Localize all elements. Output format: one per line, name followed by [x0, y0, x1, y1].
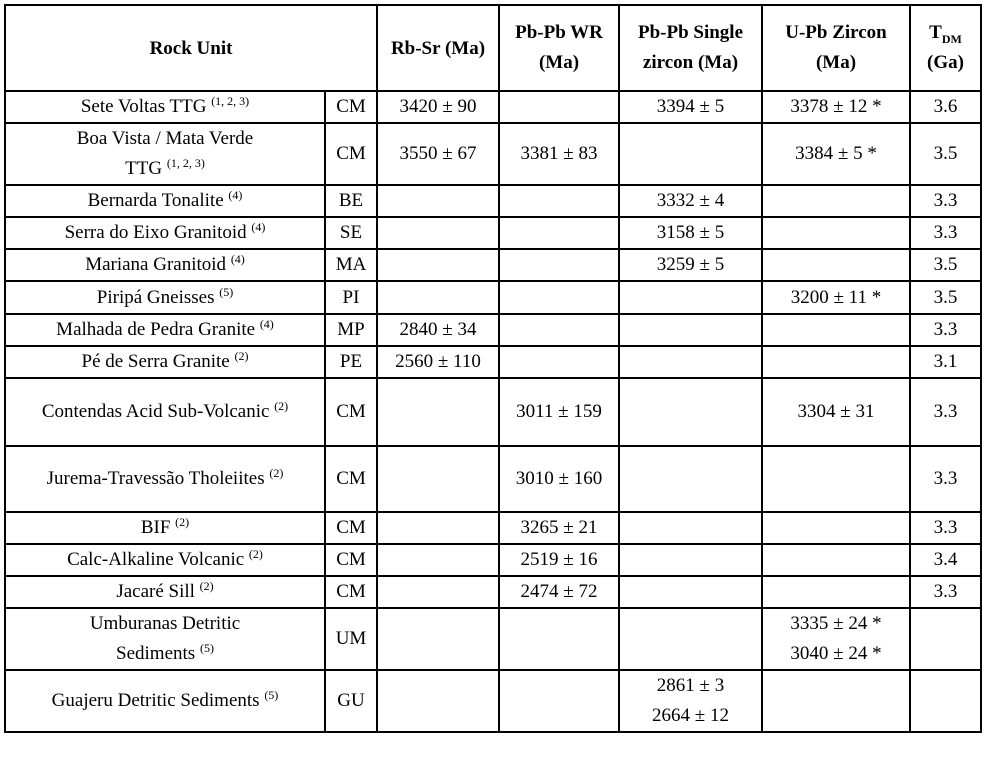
pbpb-single-cell-value1: 3259 ± 5 [656, 254, 725, 275]
upb-zircon-cell [762, 446, 910, 512]
tdm-cell: 3.4 [910, 544, 981, 576]
table-row [5, 314, 981, 346]
reference-superscript: (2) [199, 579, 214, 593]
pbpb-single-cell [619, 185, 762, 217]
tdm-cell: 3.3 [910, 185, 981, 217]
reference-superscript: (4) [251, 220, 266, 234]
code-cell: CM [325, 576, 377, 608]
pbpb-wr-cell [499, 249, 619, 281]
pbpb-wr-cell [499, 608, 619, 670]
rock-unit-cell [5, 446, 325, 512]
pbpb-single-cell [619, 512, 762, 544]
code-cell: BE [325, 185, 377, 217]
header-tdm-line1 [915, 18, 976, 48]
upb-zircon-cell [762, 512, 910, 544]
upb-zircon-cell [762, 378, 910, 446]
upb-zircon-cell-value1: 3304 ± 31 [797, 401, 875, 422]
upb-zircon-cell-value2: 3040 ± 24 * [790, 643, 882, 664]
rock-unit-name-line1: Piripá Gneisses [96, 286, 215, 308]
code-cell: CM [325, 512, 377, 544]
rbsr-cell [377, 217, 499, 249]
table-row [5, 217, 981, 249]
pbpb-single-cell [619, 346, 762, 378]
rock-unit-name-line2 [10, 639, 320, 669]
rock-unit-name-line1: Mariana Granitoid [85, 254, 227, 275]
pbpb-wr-cell: 2519 ± 16 [499, 544, 619, 576]
header-upb-line1: U-Pb Zircon [785, 22, 887, 43]
rbsr-cell [377, 249, 499, 281]
header-pbpb-single [619, 5, 762, 91]
rock-unit-cell [5, 314, 325, 346]
pbpb-single-cell [619, 576, 762, 608]
rock-unit-name [10, 464, 320, 494]
pbpb-wr-cell [499, 281, 619, 314]
upb-zircon-cell-value1: 3378 ± 12 * [790, 96, 882, 117]
tdm-cell: 3.1 [910, 346, 981, 378]
tdm-cell [910, 670, 981, 732]
tdm-cell: 3.3 [910, 217, 981, 249]
reference-superscript: (2) [248, 547, 263, 561]
rock-unit-cell [5, 608, 325, 670]
pbpb-wr-cell: 3011 ± 159 [499, 378, 619, 446]
header-pbpb-single-line2: zircon (Ma) [642, 52, 739, 73]
rbsr-cell [377, 670, 499, 732]
rbsr-cell [377, 576, 499, 608]
pbpb-single-cell [619, 314, 762, 346]
rock-unit-name [10, 397, 320, 427]
rock-unit-cell [5, 123, 325, 185]
rock-unit-name [10, 218, 320, 248]
table-row [5, 249, 981, 281]
rock-unit-cell [5, 512, 325, 544]
code-cell: CM [325, 123, 377, 185]
rock-unit-cell [5, 576, 325, 608]
pbpb-wr-cell: 2474 ± 72 [499, 576, 619, 608]
pbpb-wr-cell [499, 670, 619, 732]
rock-unit-name [10, 513, 320, 543]
code-cell: PE [325, 346, 377, 378]
tdm-cell: 3.5 [910, 281, 981, 314]
rock-unit-name [10, 250, 320, 280]
reference-superscript: (5) [264, 688, 279, 702]
header-upb-zircon [762, 5, 910, 91]
rock-unit-name-line1: Pé de Serra Granite [81, 351, 230, 372]
reference-superscript: (2) [269, 466, 284, 480]
table-row [5, 346, 981, 378]
tdm-cell: 3.6 [910, 91, 981, 123]
code-cell: PI [325, 281, 377, 314]
rbsr-cell [377, 378, 499, 446]
geochronology-table [4, 4, 982, 733]
rock-unit-cell [5, 249, 325, 281]
tdm-cell: 3.5 [910, 249, 981, 281]
rock-unit-name-line1: Jurema-Travessão Tholeiites [46, 468, 265, 489]
table-row [5, 378, 981, 446]
reference-superscript: (2) [175, 515, 190, 529]
rock-unit-name-line1: Contendas Acid Sub-Volcanic [41, 401, 270, 422]
upb-zircon-cell-value1: 3200 ± 11 * [790, 286, 882, 308]
tdm-cell: 3.3 [910, 314, 981, 346]
tdm-cell [910, 608, 981, 670]
upb-zircon-cell [762, 217, 910, 249]
header-tdm [910, 5, 981, 91]
rock-unit-name [10, 347, 320, 377]
upb-zircon-cell [762, 185, 910, 217]
pbpb-single-cell [619, 91, 762, 123]
pbpb-single-cell-value2: 2664 ± 12 [652, 705, 729, 726]
rock-unit-cell [5, 346, 325, 378]
upb-zircon-cell-value1: 3335 ± 24 * [790, 613, 882, 634]
code-cell: GU [325, 670, 377, 732]
rock-unit-name [10, 186, 320, 216]
table-row [5, 185, 981, 217]
upb-zircon-cell [762, 670, 910, 732]
pbpb-wr-cell [499, 314, 619, 346]
rock-unit-cell [5, 544, 325, 576]
tdm-cell: 3.3 [910, 512, 981, 544]
tdm-cell: 3.3 [910, 446, 981, 512]
pbpb-wr-cell: 3010 ± 160 [499, 446, 619, 512]
table-row [5, 446, 981, 512]
rbsr-cell [377, 608, 499, 670]
rbsr-cell: 2560 ± 110 [377, 346, 499, 378]
code-cell: CM [325, 446, 377, 512]
reference-superscript: (5) [219, 284, 234, 299]
rock-unit-name [10, 545, 320, 575]
rock-unit-name-line2 [10, 154, 320, 184]
table-row [5, 91, 981, 123]
upb-zircon-cell [762, 576, 910, 608]
table-row [5, 512, 981, 544]
rock-unit-name-line1: Bernarda Tonalite [87, 190, 224, 211]
rock-unit-cell [5, 185, 325, 217]
pbpb-single-cell-value1: 2861 ± 3 [656, 675, 725, 696]
rock-unit-name [10, 315, 320, 345]
reference-superscript: (4) [259, 317, 274, 331]
rock-unit-name [10, 283, 320, 313]
rock-unit-name-line1: Guajeru Detritic Sediments [51, 690, 260, 711]
pbpb-single-cell [619, 249, 762, 281]
pbpb-single-cell [619, 608, 762, 670]
table-row [5, 281, 981, 314]
reference-superscript: (2) [274, 399, 289, 413]
upb-zircon-cell-value1: 3384 ± 5 * [795, 143, 877, 164]
pbpb-wr-cell [499, 346, 619, 378]
rock-unit-name [10, 92, 320, 122]
rock-unit-cell [5, 281, 325, 314]
reference-superscript: (4) [228, 188, 243, 202]
rbsr-cell [377, 185, 499, 217]
pbpb-single-cell-value1: 3158 ± 5 [656, 222, 725, 243]
reference-superscript: (5) [199, 641, 214, 655]
header-pbpb-single-line1: Pb-Pb Single [637, 22, 744, 43]
rock-unit-name-line1: Serra do Eixo Granitoid [64, 222, 247, 243]
code-cell: MP [325, 314, 377, 346]
tdm-cell: 3.3 [910, 576, 981, 608]
upb-zircon-cell [762, 346, 910, 378]
rock-unit-name-line1: Umburanas Detritic [89, 613, 241, 634]
reference-superscript: (1, 2, 3) [166, 156, 205, 170]
pbpb-wr-cell [499, 217, 619, 249]
header-pbpb-wr-line2: (Ma) [538, 52, 580, 73]
table-row [5, 576, 981, 608]
table-row [5, 544, 981, 576]
rock-unit-name [10, 686, 320, 716]
rbsr-cell [377, 446, 499, 512]
rock-unit-cell [5, 378, 325, 446]
rock-unit-name [10, 577, 320, 607]
rock-unit-name [10, 609, 320, 639]
rock-unit-name-line1: BIF [140, 517, 171, 538]
code-cell: CM [325, 91, 377, 123]
rbsr-cell: 3420 ± 90 [377, 91, 499, 123]
rbsr-cell [377, 281, 499, 314]
rbsr-cell: 3550 ± 67 [377, 123, 499, 185]
header-rock-unit: Rock Unit [5, 5, 377, 91]
table-row [5, 123, 981, 185]
upb-zircon-cell [762, 608, 910, 670]
header-tdm-line2: (Ga) [927, 52, 964, 73]
reference-superscript: (4) [230, 252, 245, 266]
rock-unit-name-line1: Calc-Alkaline Volcanic [67, 549, 245, 570]
tdm-cell: 3.5 [910, 123, 981, 185]
rock-unit-name-line2-text: TTG [125, 158, 163, 179]
pbpb-wr-cell: 3381 ± 83 [499, 123, 619, 185]
code-cell: MA [325, 249, 377, 281]
rock-unit-name-line1: Boa Vista / Mata Verde [76, 128, 254, 149]
pbpb-single-cell-value1: 3394 ± 5 [656, 96, 725, 117]
rbsr-cell: 2840 ± 34 [377, 314, 499, 346]
code-cell: UM [325, 608, 377, 670]
upb-zircon-cell [762, 249, 910, 281]
rock-unit-cell [5, 670, 325, 732]
reference-superscript: (1, 2, 3) [211, 94, 250, 108]
pbpb-single-cell [619, 378, 762, 446]
pbpb-single-cell [619, 281, 762, 314]
reference-superscript: (2) [234, 349, 249, 363]
upb-zircon-cell [762, 123, 910, 185]
pbpb-single-cell-value1: 3332 ± 4 [656, 190, 725, 211]
table-row [5, 608, 981, 670]
table-body [5, 91, 981, 732]
rock-unit-cell [5, 91, 325, 123]
rock-unit-name [10, 124, 320, 154]
header-upb-line2: (Ma) [815, 52, 857, 73]
code-cell: CM [325, 378, 377, 446]
upb-zircon-cell [762, 91, 910, 123]
header-pbpb-wr-line1: Pb-Pb WR [515, 22, 603, 43]
header-tdm-sub: DM [941, 31, 962, 46]
table-row [5, 670, 981, 732]
pbpb-single-cell [619, 123, 762, 185]
pbpb-single-cell [619, 544, 762, 576]
pbpb-single-cell [619, 670, 762, 732]
code-cell: CM [325, 544, 377, 576]
header-pbpb-wr [499, 5, 619, 91]
rbsr-cell [377, 512, 499, 544]
pbpb-single-cell [619, 446, 762, 512]
header-rbsr: Rb-Sr (Ma) [377, 5, 499, 91]
rock-unit-cell [5, 217, 325, 249]
pbpb-single-cell [619, 217, 762, 249]
rbsr-cell [377, 544, 499, 576]
rock-unit-name-line1: Malhada de Pedra Granite [56, 319, 256, 340]
rock-unit-name-line1: Jacaré Sill [116, 581, 195, 602]
pbpb-wr-cell [499, 91, 619, 123]
header-tdm-base: T [929, 22, 942, 43]
rock-unit-name-line1: Sete Voltas TTG [80, 96, 207, 117]
tdm-cell: 3.3 [910, 378, 981, 446]
header-row [5, 5, 981, 91]
pbpb-wr-cell: 3265 ± 21 [499, 512, 619, 544]
upb-zircon-cell [762, 281, 910, 314]
code-cell: SE [325, 217, 377, 249]
upb-zircon-cell [762, 314, 910, 346]
rock-unit-name-line2-text: Sediments [116, 643, 196, 664]
upb-zircon-cell [762, 544, 910, 576]
pbpb-wr-cell [499, 185, 619, 217]
